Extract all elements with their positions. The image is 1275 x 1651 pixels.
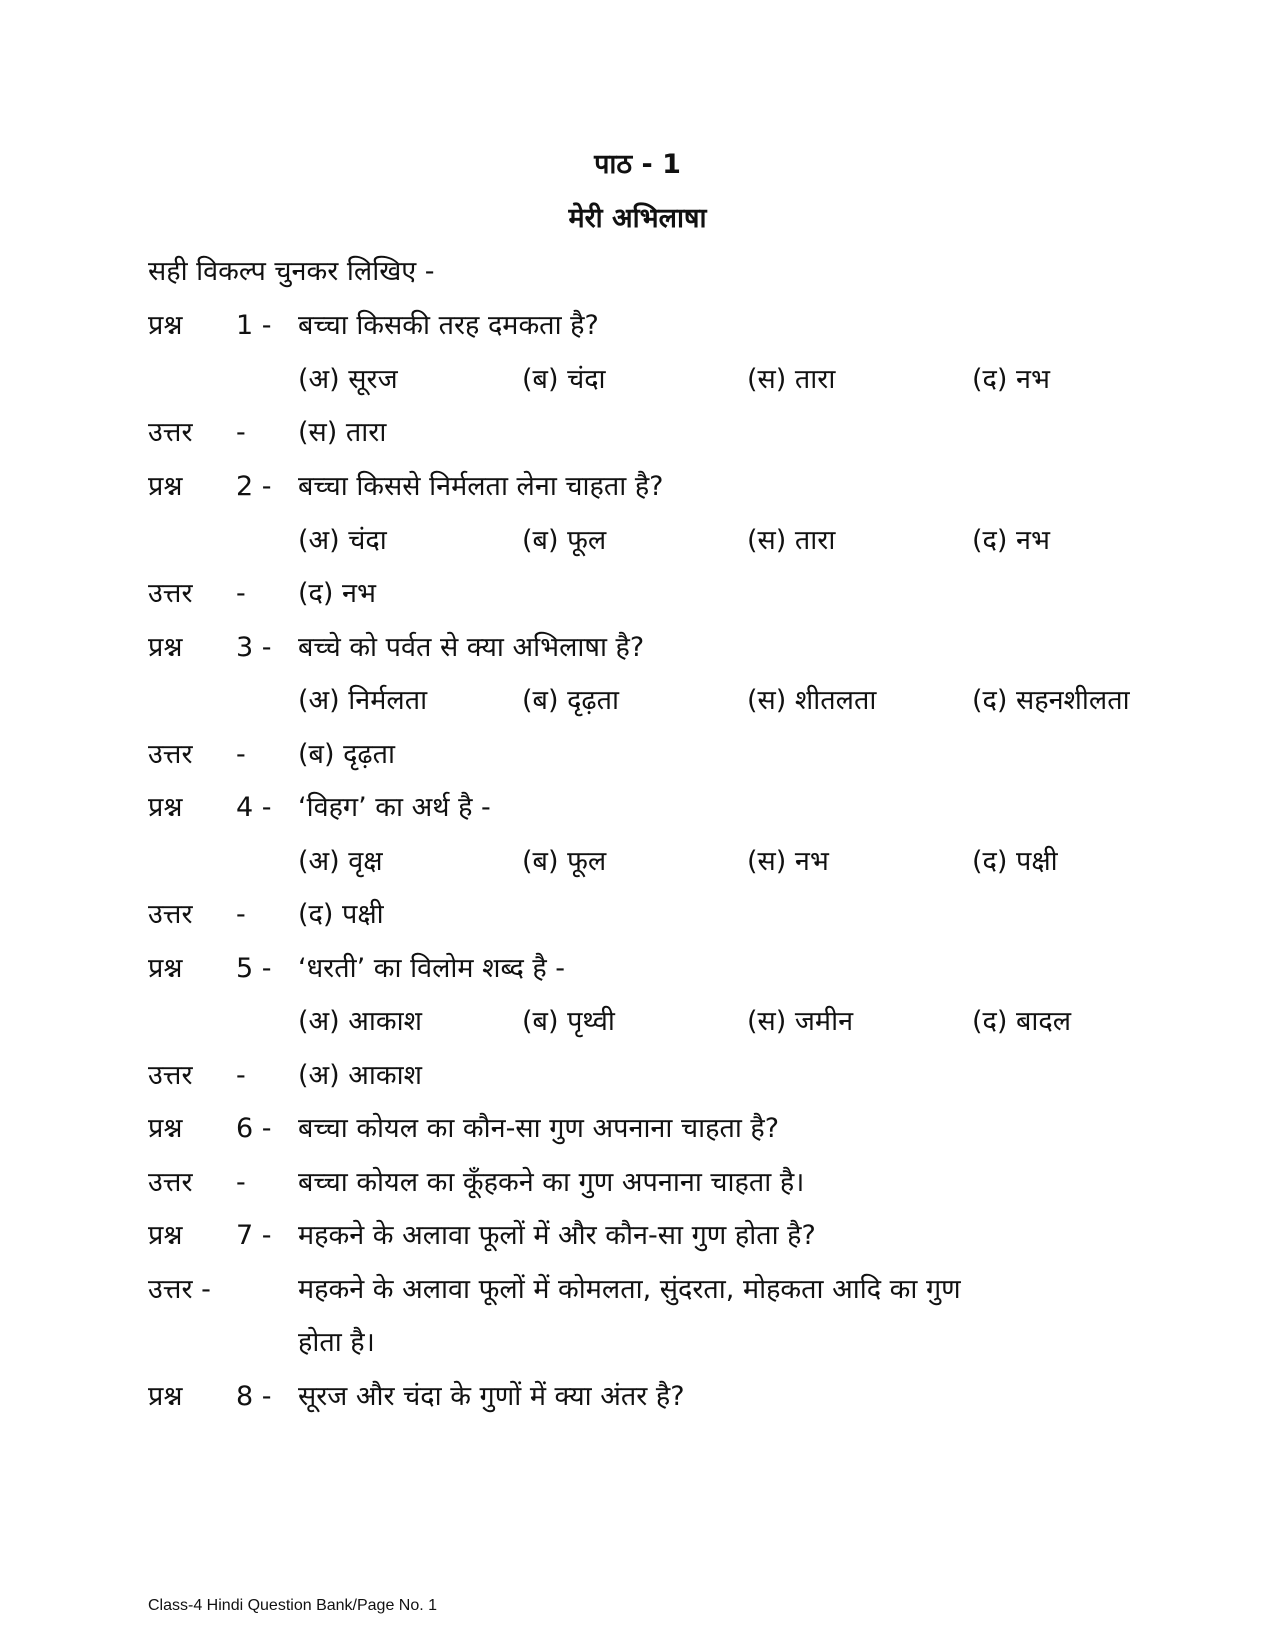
answer-label: उत्तर xyxy=(148,578,193,609)
question-5 xyxy=(0,949,1275,1005)
question-number: 1 - xyxy=(236,310,272,341)
answer-dash: - xyxy=(236,578,246,609)
instruction xyxy=(0,252,1275,308)
answer-label: उत्तर xyxy=(148,1060,193,1091)
answer-6 xyxy=(0,1163,1275,1219)
option-c: (स) जमीन xyxy=(747,1006,854,1037)
question-label: प्रश्न xyxy=(148,792,183,823)
option-a: (अ) निर्मलता xyxy=(298,685,428,716)
options-5 xyxy=(0,1002,1275,1058)
question-label: प्रश्न xyxy=(148,1113,183,1144)
answer-text: (द) पक्षी xyxy=(298,899,384,930)
answer-7-continued xyxy=(0,1323,1275,1379)
question-label: प्रश्न xyxy=(148,310,183,341)
question-label: प्रश्न xyxy=(148,471,183,502)
question-text: बच्चा किसकी तरह दमकता है? xyxy=(298,310,599,341)
answer-text: (द) नभ xyxy=(298,578,376,609)
instruction-text: सही विकल्प चुनकर लिखिए - xyxy=(148,256,435,287)
lesson-title: मेरी अभिलाषा xyxy=(568,203,707,234)
question-number: 6 - xyxy=(236,1113,272,1144)
question-number: 2 - xyxy=(236,471,272,502)
question-text: ‘विहग’ का अर्थ है - xyxy=(298,792,491,823)
answer-dash: - xyxy=(236,1167,246,1198)
option-b: (ब) पृथ्वी xyxy=(522,1006,615,1037)
options-4 xyxy=(0,842,1275,898)
option-c: (स) तारा xyxy=(747,364,836,395)
option-a: (अ) चंदा xyxy=(298,525,387,556)
answer-label: उत्तर xyxy=(148,739,193,770)
question-2 xyxy=(0,467,1275,523)
option-c: (स) तारा xyxy=(747,525,836,556)
answer-dash: - xyxy=(236,899,246,930)
answer-4 xyxy=(0,895,1275,951)
answer-label: उत्तर - xyxy=(148,1274,211,1305)
question-text: बच्चे को पर्वत से क्या अभिलाषा है? xyxy=(298,632,645,663)
option-d: (द) नभ xyxy=(972,525,1050,556)
option-b: (ब) फूल xyxy=(522,846,607,877)
answer-text: बच्चा कोयल का कूँहकने का गुण अपनाना चाहता है। xyxy=(298,1167,805,1198)
answer-label: उत्तर xyxy=(148,417,193,448)
option-a: (अ) वृक्ष xyxy=(298,846,383,877)
question-3 xyxy=(0,628,1275,684)
question-1 xyxy=(0,306,1275,362)
answer-text: (ब) दृढ़ता xyxy=(298,739,395,770)
answer-5 xyxy=(0,1056,1275,1112)
answer-text: महकने के अलावा फूलों में कोमलता, सुंदरता, मोहकता आदि का गुण xyxy=(298,1274,961,1305)
question-6 xyxy=(0,1109,1275,1165)
option-b: (ब) चंदा xyxy=(522,364,606,395)
answer-1 xyxy=(0,413,1275,469)
answer-dash: - xyxy=(236,1060,246,1091)
option-a: (अ) सूरज xyxy=(298,364,398,395)
options-1 xyxy=(0,360,1275,416)
question-label: प्रश्न xyxy=(148,632,183,663)
question-7 xyxy=(0,1216,1275,1272)
answer-text: (स) तारा xyxy=(298,417,387,448)
answer-3 xyxy=(0,735,1275,791)
answer-2 xyxy=(0,574,1275,630)
question-number: 5 - xyxy=(236,953,272,984)
question-label: प्रश्न xyxy=(148,1220,183,1251)
question-number: 7 - xyxy=(236,1220,272,1251)
option-b: (ब) दृढ़ता xyxy=(522,685,619,716)
question-number: 4 - xyxy=(236,792,272,823)
question-number: 8 - xyxy=(236,1381,272,1412)
option-a: (अ) आकाश xyxy=(298,1006,422,1037)
question-8 xyxy=(0,1377,1275,1433)
question-label: प्रश्न xyxy=(148,1381,183,1412)
option-d: (द) बादल xyxy=(972,1006,1072,1037)
option-c: (स) शीतलता xyxy=(747,685,877,716)
lesson-number: पाठ - 1 xyxy=(594,149,681,180)
answer-dash: - xyxy=(236,739,246,770)
answer-label: उत्तर xyxy=(148,1167,193,1198)
option-c: (स) नभ xyxy=(747,846,829,877)
option-d: (द) पक्षी xyxy=(972,846,1058,877)
answer-text: (अ) आकाश xyxy=(298,1060,422,1091)
answer-text-continued: होता है। xyxy=(298,1327,375,1358)
options-2 xyxy=(0,521,1275,577)
answer-7 xyxy=(0,1270,1275,1326)
answer-dash: - xyxy=(236,417,246,448)
option-d: (द) नभ xyxy=(972,364,1050,395)
page-footer: Class-4 Hindi Question Bank/Page No. 1 xyxy=(148,1597,438,1614)
question-text: ‘धरती’ का विलोम शब्द है - xyxy=(298,953,566,984)
option-b: (ब) फूल xyxy=(522,525,607,556)
question-text: बच्चा कोयल का कौन-सा गुण अपनाना चाहता है? xyxy=(298,1113,780,1144)
options-3 xyxy=(0,681,1275,737)
question-number: 3 - xyxy=(236,632,272,663)
question-label: प्रश्न xyxy=(148,953,183,984)
question-4 xyxy=(0,788,1275,844)
answer-label: उत्तर xyxy=(148,899,193,930)
question-text: महकने के अलावा फूलों में और कौन-सा गुण होता है? xyxy=(298,1220,816,1251)
question-text: सूरज और चंदा के गुणों में क्या अंतर है? xyxy=(298,1381,685,1412)
option-d: (द) सहनशीलता xyxy=(972,685,1130,716)
question-text: बच्चा किससे निर्मलता लेना चाहता है? xyxy=(298,471,664,502)
